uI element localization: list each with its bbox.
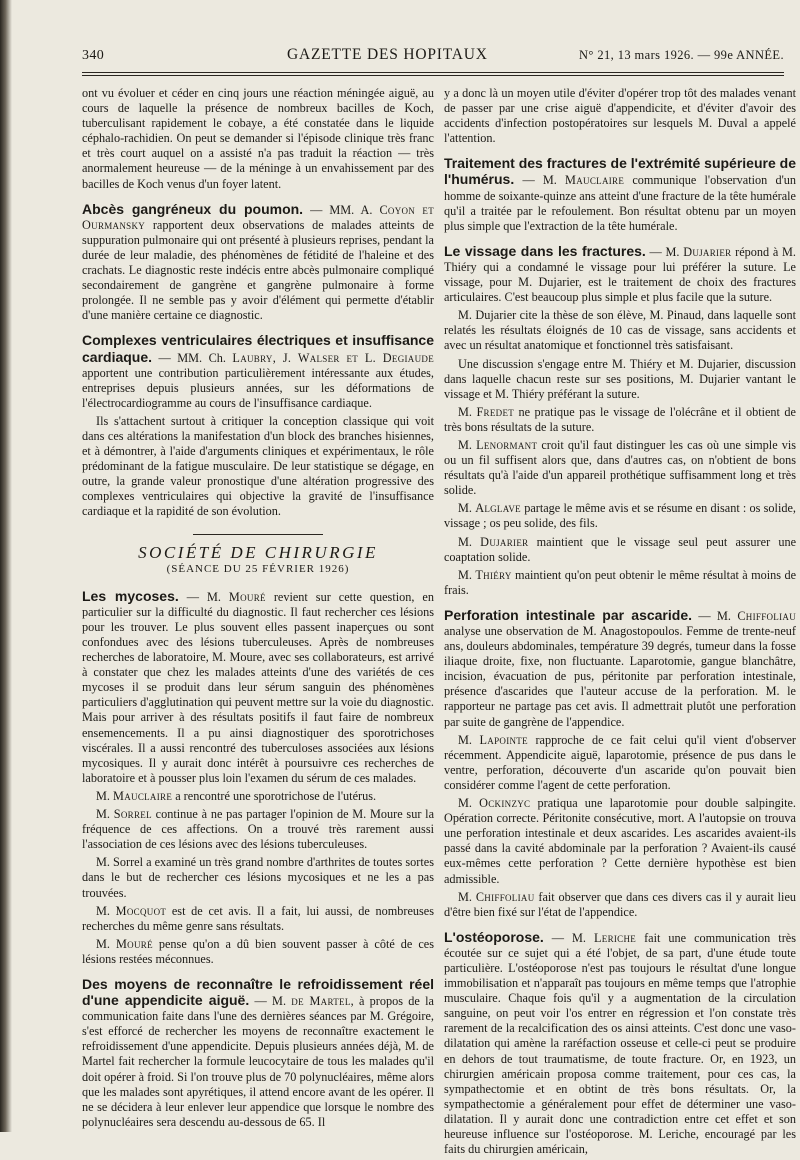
- text: M.: [458, 437, 472, 452]
- paragraph: ont vu évoluer et céder en cinq jours une réaction méningée aiguë, au cours de laquelle la présence de nombreux bacilles de Koch, tuberculisant rapidement le cobaye, a été constatée dans le liquide céphalo-rachidien. On peut se demander si l'épisode clinique très franc et très court auquel on a assisté n'a pas traduit la réaction — très anormalement heureuse — de la méninge à un envahissement par des bacilles de Koch venus d'un foyer latent.: [82, 86, 434, 191]
- text: croit qu'il faut distinguer les cas où une simple vis ou un fil suffisent alors que, dans d'autres cas, on n'obtient de bons résultats qu'à l'aide d'un appareil prothétique suffisamment long et très solide.: [444, 437, 797, 498]
- article-title: L'ostéoporose.: [444, 928, 544, 945]
- text: — M.: [522, 173, 557, 188]
- author-name: Sorrel: [113, 807, 152, 822]
- author-name: Mauclaire: [565, 173, 625, 188]
- session-date: (SÉANCE DU 25 FÉVRIER 1926): [166, 562, 350, 575]
- paragraph: [444, 568, 796, 598]
- text: maintient qu'on peut obtenir le même résultat à moins de frais.: [444, 567, 797, 597]
- paragraph: [444, 405, 796, 435]
- issue-info: N° 21, 13 mars 1926. — 99e ANNÉE.: [579, 48, 784, 62]
- text: apportent une contribution particulièrement intéressante aux études, entreprises depuis plusieurs années, sur les déformations de l'électrocardiogramme au cours de l'insuffisance cardiaque.: [82, 365, 434, 410]
- text: M.: [458, 889, 472, 904]
- text: est de cet avis. Il a fait, lui aussi, de nombreuses recherches du même genre sans résultats.: [82, 903, 435, 933]
- text: M.: [458, 501, 472, 516]
- text: partage le même avis et se résume en disant : os solide, vissage ; os peu solide, des fils.: [444, 501, 796, 531]
- paragraph: [444, 501, 796, 531]
- page-header: [82, 44, 784, 68]
- text: M.: [458, 404, 472, 419]
- text: M.: [96, 788, 110, 803]
- text: ne pratique pas le vissage de l'olécrâne et il obtient de très bons résultats de la suture.: [444, 404, 796, 434]
- text: a rencontré une sporotrichose de l'utérus.: [175, 788, 377, 803]
- author-name: Dujarier: [683, 244, 732, 259]
- paragraph: M. Dujarier cite la thèse de son élève, M. Pinaud, dans laquelle sont relatés les résultats éloignés de 10 cas de vissage, sans accidents et avec un résultat anatomique et fonctionnel très satisfaisant.: [444, 308, 796, 353]
- author-name: Mocquot: [115, 903, 167, 918]
- article-title: Le vissage dans les fractures.: [444, 242, 646, 259]
- author-names: Laubry, J. Walser et L. Degiaude: [232, 350, 435, 365]
- paragraph: [82, 904, 434, 934]
- author-name: Dujarier: [480, 534, 529, 549]
- article-title: Traitement des fractures de l'extrémité supérieure de l'humérus.: [444, 155, 796, 188]
- text: M.: [96, 903, 110, 918]
- paragraph: [82, 937, 434, 967]
- text: M.: [458, 534, 472, 549]
- author-name: Chiffoliau: [475, 889, 535, 904]
- text: M.: [458, 732, 472, 747]
- article-title: Les mycoses.: [82, 587, 179, 604]
- page-number: 340: [82, 48, 105, 63]
- text: fait une communication très écoutée sur ce sujet qui a été l'objet, de sa part, d'une étude toute particulière. L'ostéoporose n'est pas toujours le résultat d'une longue immobilisation et n'apparaît pas toujours en même temps que l'atrophie musculaire. Chaque fois qu'il y a augmentation de la circulation sanguine, on peut voir l'os entrer en régression et l'on constate très rarement de la recalcification des os ainsi atteints. C'est donc une vaso-dilatation qui amène la raréfaction osseuse et celle-ci peut se produire en dehors de tout traumatisme, de toute fracture. Or, en 1923, un chirurgien américain proposa comme traitement, pour ces cas, la sympathectomie et en obtint de très bons résultats. Or, la sympathectomie a généralement pour effet de déterminer une vaso-dilatation. Il y aurait donc une contradiction entre cet effet et son heureuse influence sur l'ostéoporose. M. Leriche, encouragé par les faits du chirurgien américain,: [444, 930, 796, 1157]
- section-divider: [193, 534, 323, 535]
- article-title: Perforation intestinale par ascaride.: [444, 606, 692, 623]
- article-title: Abcès gangréneux du poumon.: [82, 200, 304, 217]
- author-name: de Martel: [291, 994, 351, 1009]
- text: continue à ne pas partager l'opinion de M. Moure sur la fréquence de ces affections. On a trouvé très rarement aussi l'association de ces lésions avec des lésions tuberculeuses.: [82, 807, 435, 852]
- author-name: Thiéry: [475, 567, 512, 582]
- text: — M.: [551, 930, 586, 945]
- text: fait observer que dans ces divers cas il y aurait lieu d'être bien fixé sur l'état de l'appendice.: [444, 889, 796, 919]
- text: — M.: [649, 244, 680, 259]
- paragraph: [444, 796, 796, 887]
- left-column: [82, 86, 434, 1133]
- author-name: Lapointe: [479, 732, 528, 747]
- text: communique l'observation d'un homme de soixante-quinze ans atteint d'une fracture de la tête humérale qu'il a traitée par le refoulement. Bon résultat obtenu par un moyen plus simple que l'extraction de la tête humérale.: [444, 173, 797, 233]
- text: analyse une observation de M. Anagostopoulos. Femme de trente-neuf ans, douleurs abdominales, température 39 degrés, tumeur dans la fosse iliaque droite, fixe, non fluctuante. Laparotomie, gangue blanchâtre, incision, évacuation de pus, péritonite par perforation intestinale, présence d'ascarides que l'auteur accuse de la perforation. M. le rapporteur ne partage pas cet avis. Il admettrait plutôt une perforation par suite de gangrène de l'appendice.: [444, 624, 796, 729]
- text: — M.: [698, 608, 731, 623]
- right-column: [444, 86, 796, 1160]
- paragraph: y a donc là un moyen utile d'éviter d'opérer trop tôt des malades venant de passer par une crise aiguë d'appendicite, et d'éviter d'avoir des accidents d'infection postopératoires sur lesquels M. Duval a appelé l'attention.: [444, 86, 796, 146]
- author-name: Mouré: [115, 936, 153, 951]
- text: maintient que le vissage seul peut assurer une coaptation solide.: [444, 534, 797, 564]
- header-rule-bottom: [82, 75, 784, 76]
- text: rapportent deux observations de malades atteints de suppuration pulmonaire qui ont présenté à plusieurs reprises, pendant la durée de leur maladie, des phénomènes de fétidité de l'haleine et des crachats. Le diagnostic reste indécis entre abcès pulmonaire compliqué secondairement de gangrène et gangrène pulmonaire à forme prolongée. Il ne semble pas y avoir d'élément qui permette d'établir d'une manière certaine ce diagnostic.: [82, 217, 434, 323]
- paragraph: [444, 733, 796, 793]
- text: rapproche de ce fait celui qu'il vient d'observer récemment. Appendicite aiguë, laparotomie, présence de pus dans le ventre, perforation, découverte d'un ascaride qu'on pouvait bien considérer comme l'agent de cette perforation.: [444, 732, 797, 792]
- text: M.: [96, 936, 110, 951]
- paragraph: M. Sorrel a examiné un très grand nombre d'arthrites de toutes sortes dans le but de rechercher ces lésions mycosiques et ne les a pas trouvées.: [82, 855, 434, 900]
- paragraph: [444, 438, 796, 498]
- text: revient sur cette question, en particulier sur la difficulté du diagnostic. Il faut rechercher ces lésions pour les trouver. Le plus souvent elles passent inaperçues ou sont confondues avec des lésions tuberculeuses. Après de nombreuses recherches de laboratoire, M. Moure, avec ses collaborateurs, est arrivé à constater que chez les malades atteints d'une des variétés de ces mycoses il se produit dans leur sérum sanguin des phénomènes particuliers d'agglutination qui peuvent mettre sur la voie du diagnostic. Mais pour arriver à des résultats positifs il faut faire de nombreux ensemencements. Il a pu ainsi diagnostiquer des sporotrichoses viscérales. Il a aussi rencontré des tuberculoses associées aux lésions mycosiques. Il y aurait donc intérêt à poursuivre ces recherches de laboratoire et à pousser plus loin l'examen du sérum de ces malades.: [82, 589, 434, 785]
- text: pense qu'on a dû bien souvent passer à côté de ces lésions restées méconnues.: [82, 936, 435, 966]
- article-title: Des moyens de reconnaître le refroidissement réel d'une appendicite aiguë.: [82, 975, 434, 1009]
- paragraph: [444, 890, 796, 920]
- header-rule-top: [82, 72, 784, 73]
- author-name: Mauclaire: [113, 788, 173, 803]
- text: , à propos de la communication faite dans l'une des dernières séances par M. Grégoire, s'est efforcé de rechercher les moyens de reconnaître exactement le refroidissement d'une appendicite. Depuis plusieurs années déjà, M. de Martel fait rechercher la formule leucocytaire de tous les malades qu'il doit opérer à froid. Si l'on trouve plus de 70 polynucléaires, même alors que les malades sont apyrétiques, il attend encore avant de les opérer. Il ne se décidera à leur enlever leur appendice que lorsque le nombre des polynucléaires sera descendu au-dessous de 65. Il: [82, 994, 434, 1129]
- author-names: Coyon et Ourmansky: [82, 202, 435, 232]
- paragraph: [82, 789, 434, 804]
- text: M.: [458, 796, 472, 811]
- page-spine-shadow: [0, 0, 12, 1132]
- text: — MM. A.: [310, 202, 373, 217]
- text: répond à M. Thiéry qui a condamné le vissage pour lui préférer la suture. Le vissage, pour M. Dujarier, est le traitement de choix des fractures articulaires. C'est beaucoup plus simple et plus facile que la suture.: [444, 244, 796, 305]
- author-name: Ockinzyc: [479, 796, 531, 811]
- paragraph: [82, 807, 434, 852]
- text: M.: [96, 807, 110, 822]
- paragraph: Une discussion s'engage entre M. Thiéry et M. Dujarier, discussion dans laquelle chacun reste sur ses positions, M. Dujarier vantant le vissage et M. Thiéry préférant la suture.: [444, 356, 796, 401]
- author-name: Chiffoliau: [737, 608, 796, 623]
- author-name: Lenormant: [476, 437, 538, 452]
- author-name: Fredet: [476, 404, 515, 419]
- author-name: Alglave: [475, 501, 521, 516]
- journal-title: GAZETTE DES HOPITAUX: [287, 46, 488, 63]
- text: pratiqua une laparotomie pour double salpingite. Opération correcte. Péritonite consécutive, mort. A l'autopsie on trouva une perforation intestinale et deux ascarides. Les ascarides avaient-ils passé dans la cavité abdominale par la perforation ? Avaient-ils causé eux-mêmes cette perforation ? Cette dernière hypothèse est bien admissible.: [444, 796, 796, 886]
- author-name: Mouré: [228, 589, 266, 604]
- text: — M.: [186, 589, 221, 604]
- text: — M.: [254, 994, 287, 1009]
- text: M.: [458, 567, 472, 582]
- paragraph: [444, 535, 796, 565]
- article-title: Complexes ventriculaires électriques et insuffisance cardiaque.: [82, 332, 434, 365]
- text: — MM. Ch.: [158, 350, 226, 365]
- author-name: Leriche: [594, 930, 637, 945]
- section-heading: SOCIÉTÉ DE CHIRURGIE: [138, 542, 378, 562]
- paragraph: Ils s'attachent surtout à critiquer la conception classique qui voit dans ces altérations la manifestation d'un block des branches hisiennes, et à démontrer, à l'aide d'arguments cliniques et expérimentaux, le rôle prédominant de la fatigue musculaire. De leur statistique se dégage, en outre, la grande valeur pronostique d'une altération progressive des complexes ventriculaires qui objective la gravité de l'insuffisance cardiaque et la rapidité de son évolution.: [82, 413, 434, 519]
